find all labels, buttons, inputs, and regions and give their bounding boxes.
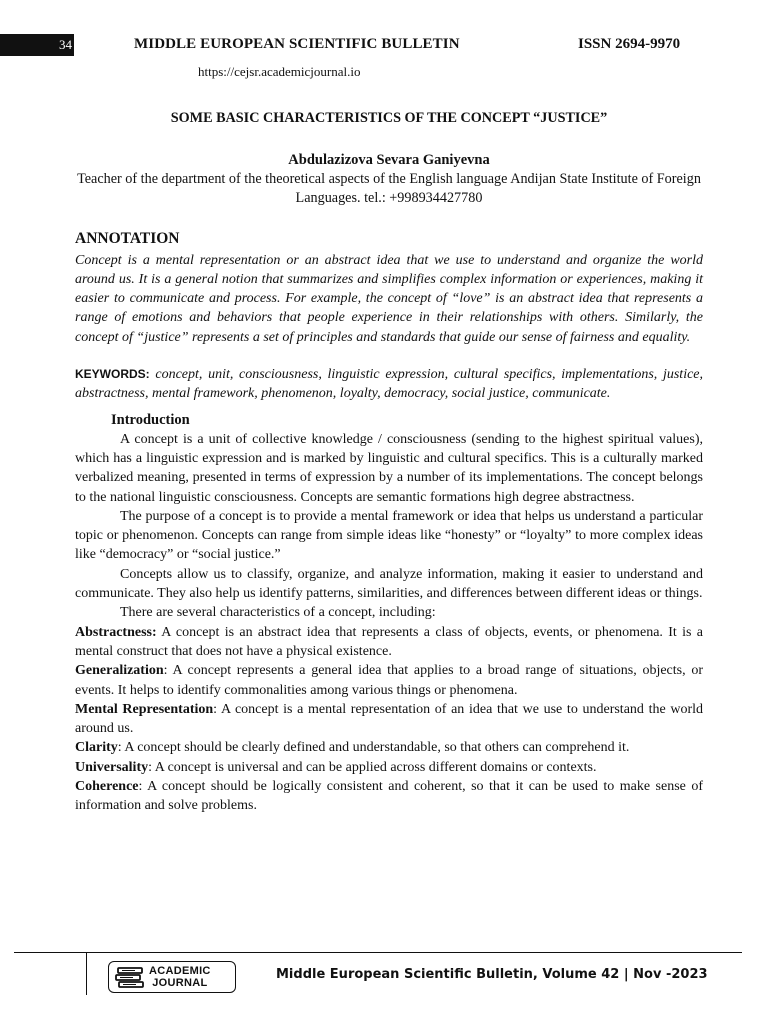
characteristic-term: Generalization (75, 663, 164, 679)
characteristic-term: Coherence (75, 779, 139, 795)
annotation-text: Concept is a mental representation or an abstract idea that we use to understand and organize the world around us. It is a general notion that summarizes and simplifies complex information or experiences, making it easier to communicate and process. For example, the concept of “love” is an abstract idea that represents a range of emotions and behaviors that people experience in their relationships with others. Similarly, the concept of “justice” represents a set of principles and standards that guide our sense of fairness and equality. (75, 252, 703, 345)
keywords-label: KEYWORDS: (75, 367, 150, 382)
page-number: 34 (0, 34, 74, 56)
footer-divider (86, 953, 87, 995)
characteristic-coherence (75, 777, 703, 816)
keywords (75, 365, 703, 404)
book-stack-icon (115, 964, 145, 990)
characteristic-term: Abstractness: (75, 624, 157, 640)
footer-rule (14, 952, 742, 953)
intro-paragraph: Concepts allow us to classify, organize, and analyze information, making it easier to understand and communicate. They also help us identify patterns, similarities, and differences between different ideas or things. (75, 566, 703, 602)
characteristic-text: : A concept is a mental representation of an idea that we use to understand the world around us. (75, 701, 704, 737)
characteristic-text: A concept is an abstract idea that represents a class of objects, events, or phenomena. It is a mental construct that does not have a physical existence. (75, 624, 703, 659)
author-name: Abdulazizova Sevara Ganiyevna (288, 152, 490, 168)
characteristic-generalization (75, 661, 703, 700)
article-title: SOME BASIC CHARACTERISTICS OF THE CONCEPT “JUSTICE” (170, 110, 608, 126)
characteristic-clarity (75, 738, 703, 757)
journal-url[interactable]: https://cejsr.academicjournal.io (198, 64, 361, 79)
article-body (75, 109, 703, 816)
introduction-heading: Introduction (111, 411, 190, 428)
characteristic-text: : A concept should be clearly defined and understandable, so that others can comprehend it. (117, 740, 630, 756)
characteristic-term: Clarity (75, 740, 118, 756)
characteristic-term: Mental Representation (75, 701, 214, 717)
characteristic-universality (75, 758, 703, 777)
characteristic-text: : A concept is universal and can be applied across different domains or contexts. (148, 759, 597, 775)
footer-citation: Middle European Scientific Bulletin, Volume 42 | Nov -2023 (276, 967, 708, 982)
characteristic-text: : A concept represents a general idea that applies to a broad range of situations, objects, or events. It helps to identify commonalities among various things or phenomena. (75, 663, 703, 698)
academic-journal-logo (108, 961, 236, 993)
author-affiliation: Teacher of the department of the theoretical aspects of the English language Andijan State Institute of Foreign Languages. tel.: +998934427780 (77, 171, 701, 207)
intro-paragraph: There are several characteristics of a concept, including: (120, 605, 436, 621)
characteristic-abstractness (75, 623, 703, 662)
logo-text (149, 965, 211, 989)
intro-paragraph: A concept is a unit of collective knowledge / consciousness (sending to the highest spiritual values), which has a linguistic expression and is marked by linguistic and cultural specifics. This is a culturally marked verbalized meaning, presented in terms of expression by a number of its implementations. The concept belongs to the national linguistic consciousness. Concepts are semantic formations high degree abstractness. (75, 431, 703, 505)
issn: ISSN 2694-9970 (578, 36, 681, 52)
logo-line-academic: ACADEMIC (149, 965, 211, 977)
logo-line-journal: JOURNAL (152, 977, 208, 989)
characteristic-term: Universality (75, 759, 149, 775)
journal-title: MIDDLE EUROPEAN SCIENTIFIC BULLETIN (134, 36, 460, 52)
intro-paragraph: The purpose of a concept is to provide a mental framework or idea that helps us understand a particular topic or phenomenon. Concepts can range from simple ideas like “honesty” or “loyalty” to more complex ideas like “democracy” or “social justice.” (75, 508, 703, 563)
characteristic-mental-representation (75, 700, 703, 739)
annotation-heading: ANNOTATION (75, 229, 180, 247)
keywords-text: concept, unit, consciousness, linguistic expression, cultural specifics, implementations, justice, abstractness, mental framework, phenomenon, loyalty, democracy, social justice, communicate. (75, 367, 704, 402)
characteristic-text: : A concept should be logically consistent and coherent, so that it can be used to make sense of information and solve problems. (75, 779, 703, 814)
